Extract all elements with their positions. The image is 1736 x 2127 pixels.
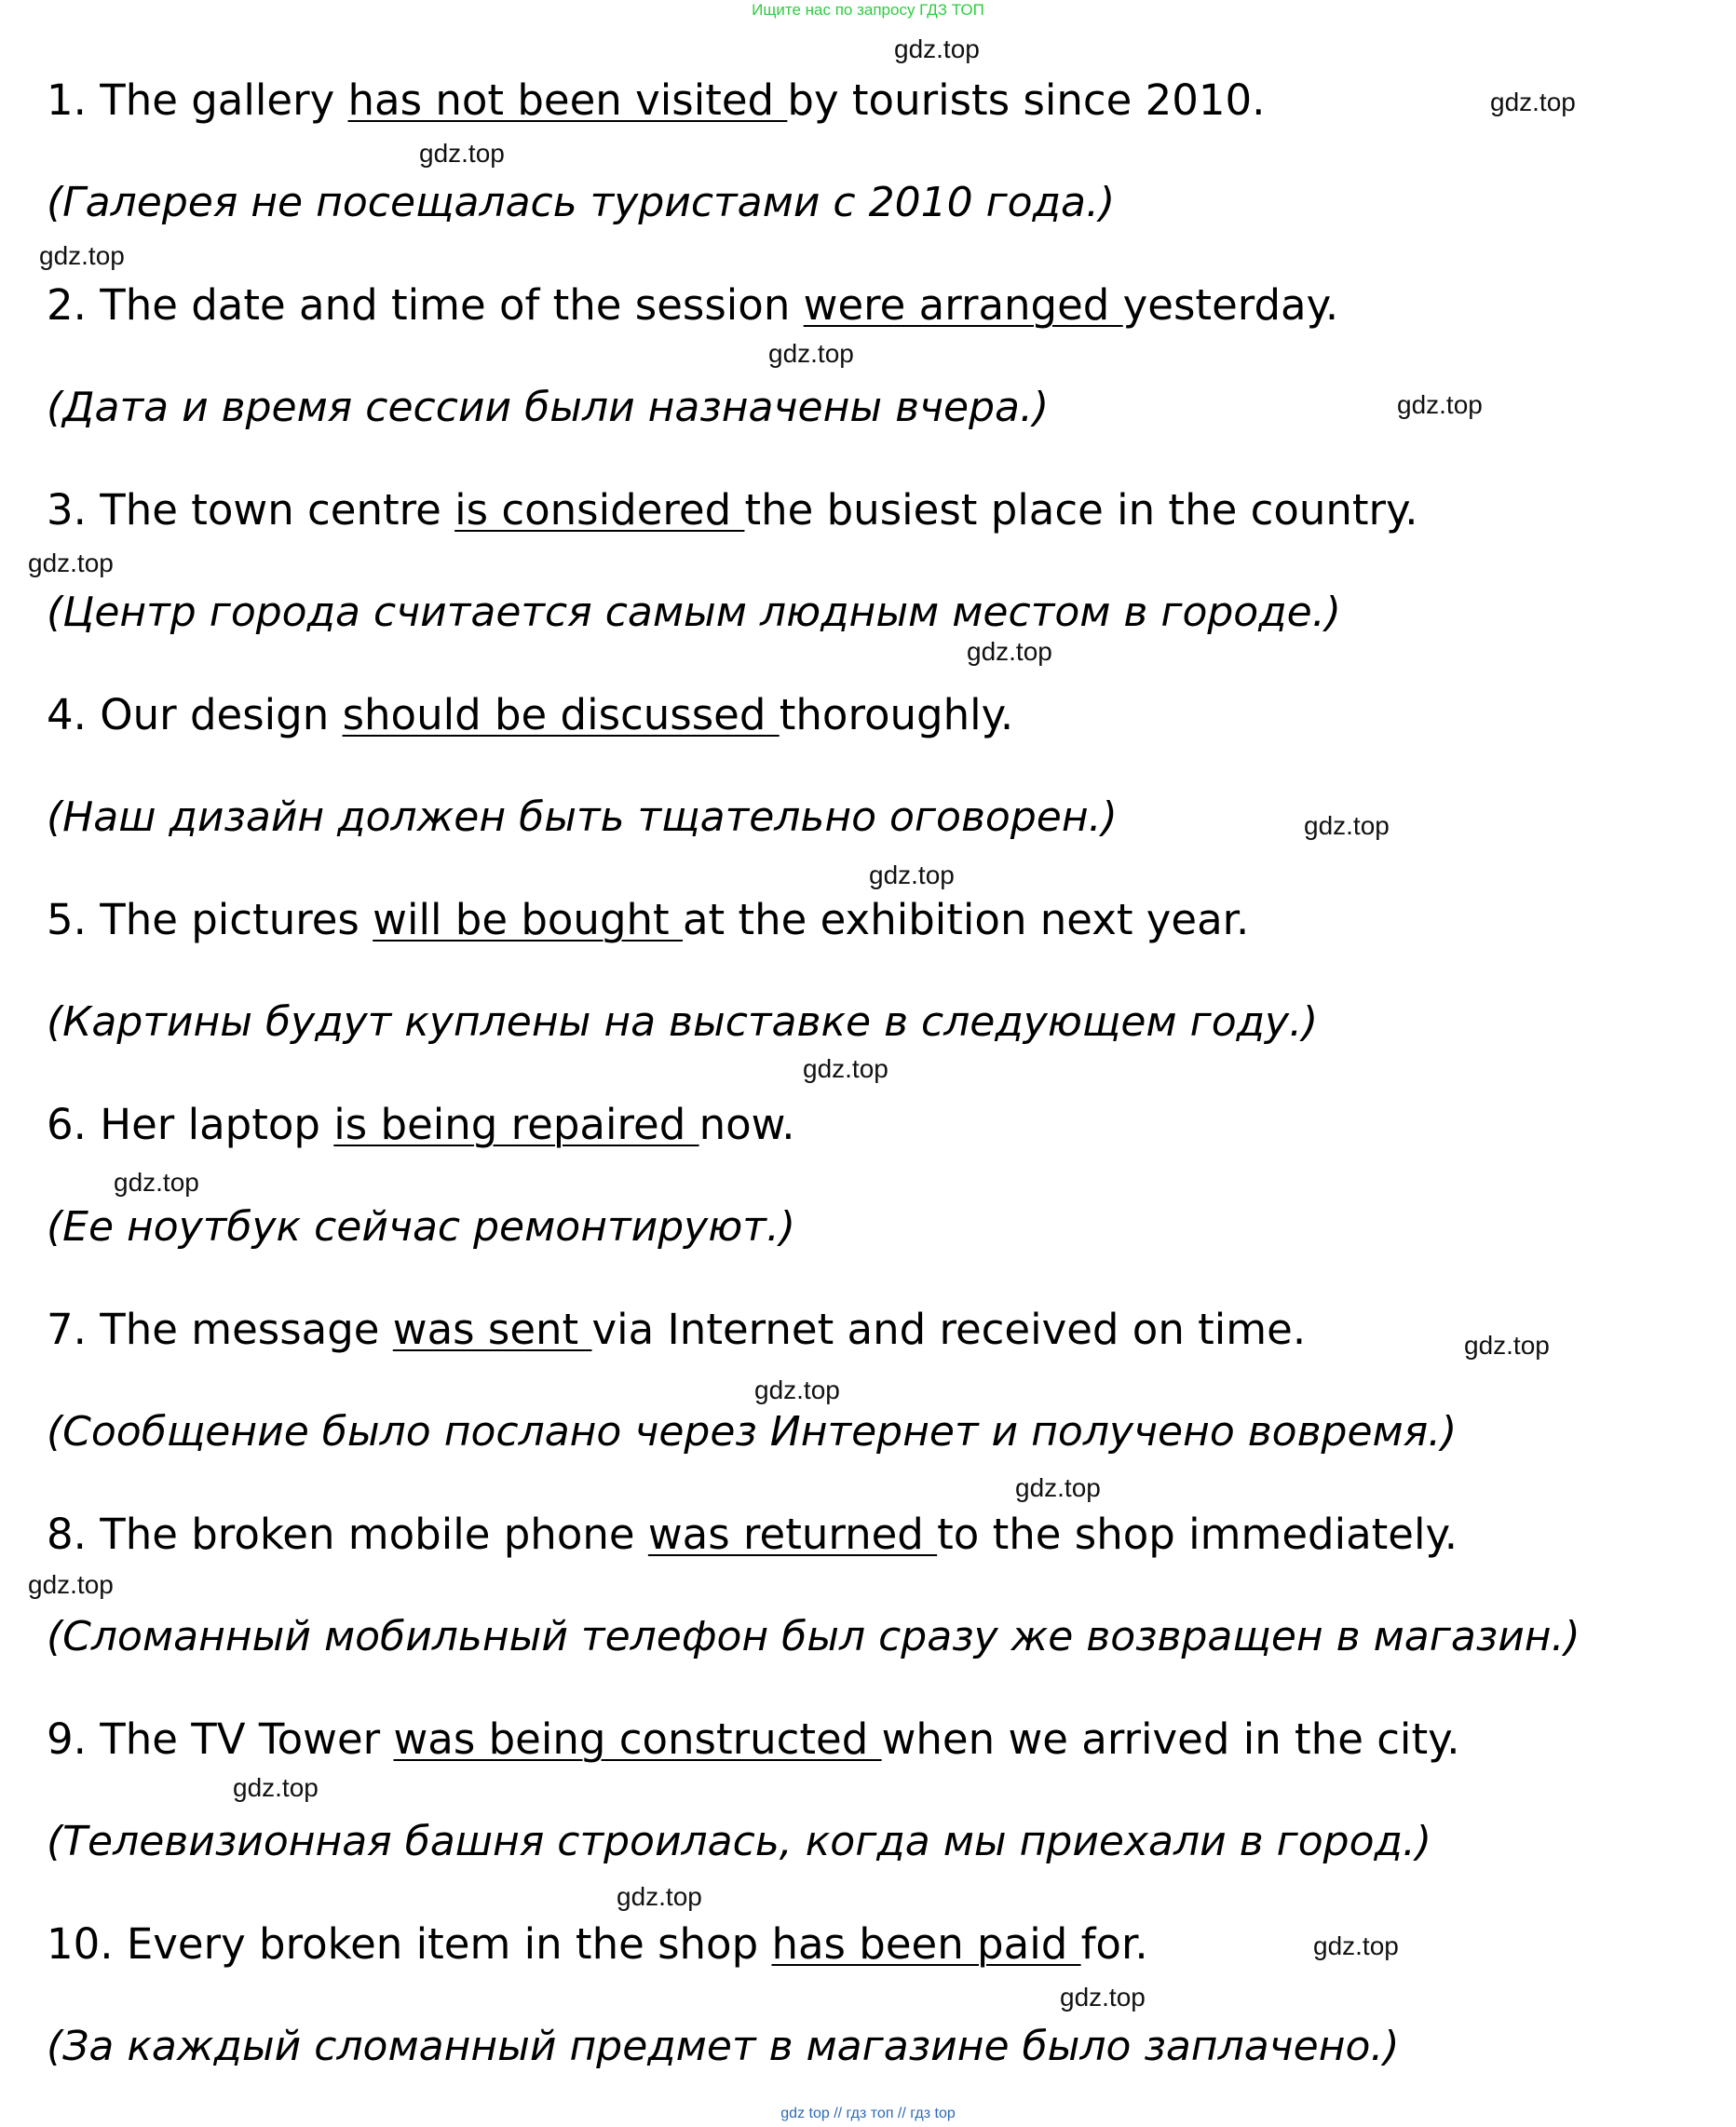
watermark: gdz.top: [28, 1570, 114, 1599]
watermark: gdz.top: [419, 139, 505, 168]
sentence-10: [47, 1918, 1148, 1971]
watermark: gdz.top: [754, 1375, 840, 1404]
sentence-6: [47, 1099, 795, 1151]
translation-8: (Сломанный мобильный телефон был сразу же возвращен в магазин.): [47, 1613, 1580, 1660]
sentence-5-verb: will be bought: [373, 895, 683, 944]
sentence-8-post: to the shop immediately.: [937, 1510, 1458, 1559]
sentence-5-post: at the exhibition next year.: [682, 895, 1250, 944]
watermark: gdz.top: [1490, 88, 1576, 116]
watermark: gdz.top: [1313, 1931, 1399, 1960]
watermark: gdz.top: [1060, 1983, 1146, 2012]
sentence-10-verb: has been paid: [771, 1919, 1081, 1969]
watermark: gdz.top: [894, 34, 980, 63]
sentence-2-verb: were arranged: [803, 280, 1123, 330]
sentence-9-post: when we arrived in the city.: [881, 1714, 1460, 1764]
sentence-4-pre: 4. Our design: [47, 690, 343, 739]
sentence-1-post: by tourists since 2010.: [787, 75, 1266, 125]
bottom-banner: gdz top // гдз топ // гдз top: [780, 2106, 956, 2121]
watermark: gdz.top: [768, 339, 854, 368]
watermark: gdz.top: [803, 1054, 888, 1083]
sentence-9-verb: was being constructed: [393, 1714, 882, 1764]
sentence-8-pre: 8. The broken mobile phone: [47, 1510, 648, 1559]
sentence-6-pre: 6. Her laptop: [47, 1100, 334, 1149]
sentence-7-verb: was sent: [392, 1305, 592, 1354]
translation-7: (Сообщение было послано через Интернет и получено вовремя.): [47, 1408, 1458, 1456]
translation-2: (Дата и время сессии были назначены вчера.): [47, 384, 1050, 431]
sentence-10-pre: 10. Every broken item in the shop: [47, 1919, 772, 1969]
watermark: gdz.top: [233, 1773, 319, 1802]
sentence-8-verb: was returned: [647, 1510, 938, 1559]
sentence-1-pre: 1. The gallery: [47, 75, 348, 125]
translation-9: (Телевизионная башня строилась, когда мы приехали в город.): [47, 1818, 1432, 1865]
sentence-9-pre: 9. The TV Tower: [47, 1714, 394, 1764]
sentence-9: [47, 1714, 1460, 1766]
watermark: gdz.top: [1464, 1331, 1550, 1360]
watermark: gdz.top: [1015, 1473, 1101, 1502]
sentence-5: [47, 894, 1249, 946]
sentence-2-pre: 2. The date and time of the session: [47, 280, 804, 330]
watermark: gdz.top: [1304, 811, 1390, 840]
sentence-1: [47, 75, 1265, 127]
sentence-3-pre: 3. The town centre: [47, 485, 455, 535]
translation-5: (Картины будут куплены на выставке в следующем году.): [47, 998, 1319, 1046]
sentence-7: [47, 1304, 1306, 1356]
top-banner: Ищите нас по запросу ГДЗ ТОП: [752, 1, 984, 19]
sentence-1-verb: has not been visited: [347, 75, 788, 125]
sentence-6-verb: is being repaired: [333, 1100, 699, 1149]
sentence-4: [47, 689, 1013, 741]
sentence-7-pre: 7. The message: [47, 1305, 393, 1354]
sentence-2: [47, 279, 1338, 332]
sentence-4-verb: should be discussed: [342, 690, 780, 739]
sentence-8: [47, 1509, 1458, 1561]
translation-10: (За каждый сломанный предмет в магазине было заплачено.): [47, 2023, 1400, 2070]
watermark: gdz.top: [1397, 390, 1483, 419]
watermark: gdz.top: [869, 860, 955, 889]
sentence-3-verb: is considered: [454, 485, 745, 535]
translation-1: (Галерея не посещалась туристами с 2010 года.): [47, 179, 1116, 226]
watermark: gdz.top: [114, 1168, 199, 1197]
watermark: gdz.top: [28, 549, 114, 577]
sentence-10-post: for.: [1080, 1919, 1148, 1969]
watermark: gdz.top: [617, 1882, 702, 1911]
sentence-5-pre: 5. The pictures: [47, 895, 373, 944]
translation-6: (Ее ноутбук сейчас ремонтируют.): [47, 1203, 796, 1251]
sentence-6-post: now.: [698, 1100, 795, 1149]
sentence-2-post: yesterday.: [1122, 280, 1339, 330]
sentence-3-post: the busiest place in the country.: [744, 485, 1418, 535]
watermark: gdz.top: [967, 637, 1052, 666]
sentence-7-post: via Internet and received on time.: [591, 1305, 1307, 1354]
translation-3: (Центр города считается самым людным местом в городе.): [47, 589, 1341, 636]
watermark: gdz.top: [39, 241, 125, 270]
sentence-3: [47, 484, 1418, 536]
sentence-4-post: thoroughly.: [779, 690, 1014, 739]
translation-4: (Наш дизайн должен быть тщательно оговорен.): [47, 793, 1118, 841]
